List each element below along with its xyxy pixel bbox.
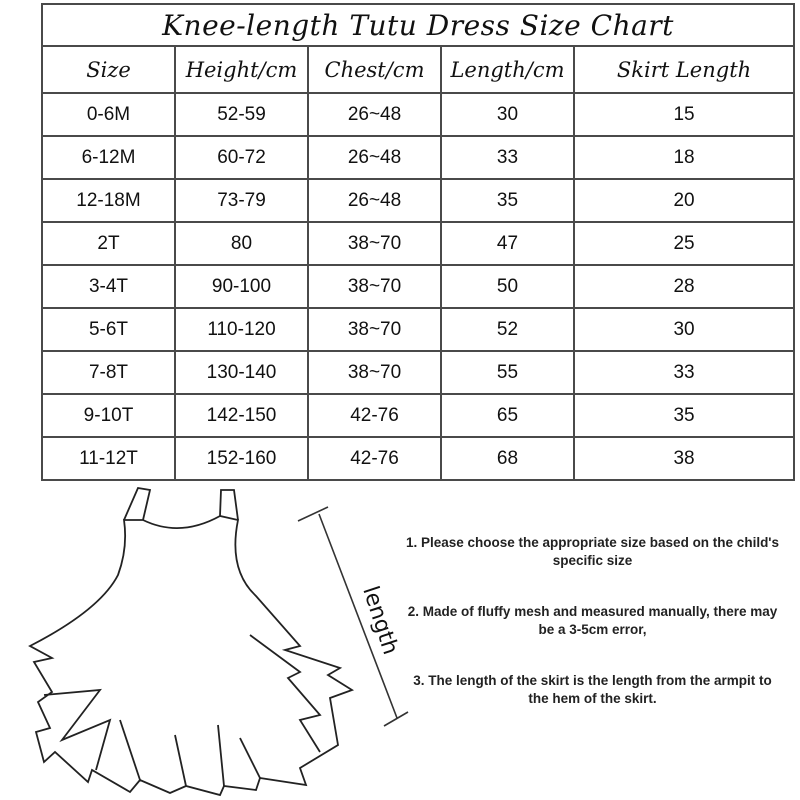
header-chest: Chest/cm [308, 46, 441, 93]
table-cell: 52 [441, 308, 574, 351]
table-body [42, 93, 794, 480]
table-cell: 55 [441, 351, 574, 394]
table-cell: 42-76 [308, 437, 441, 480]
table-cell: 73-79 [175, 179, 308, 222]
table-cell: 30 [441, 93, 574, 136]
table-cell: 42-76 [308, 394, 441, 437]
table-row [42, 351, 794, 394]
tutu-dress-outline-illustration [0, 484, 420, 800]
note-2: 2. Made of fluffy mesh and measured manually, there may be a 3-5cm error, [407, 604, 778, 637]
table-cell: 26~48 [308, 136, 441, 179]
header-length: Length/cm [441, 46, 574, 93]
note-1: 1. Please choose the appropriate size based on the child's specific size [405, 535, 780, 568]
skirt-layer-line [175, 735, 186, 786]
table-cell: 38~70 [308, 265, 441, 308]
notes-block [405, 534, 780, 741]
table-row [42, 308, 794, 351]
header-size: Size [42, 46, 175, 93]
table-row [42, 93, 794, 136]
dress-right-strap [220, 490, 238, 520]
dress-left-strap [124, 488, 150, 520]
skirt-layer-line [250, 635, 320, 752]
skirt-layer-line [44, 690, 110, 770]
skirt-layer-line [240, 738, 260, 778]
dress-body-outline [30, 516, 352, 795]
table-cell: 65 [441, 394, 574, 437]
table-cell: 60-72 [175, 136, 308, 179]
table-cell: 152-160 [175, 437, 308, 480]
table-row [42, 222, 794, 265]
table-cell: 11-12T [42, 437, 175, 480]
note-3: 3. The length of the skirt is the length from the armpit to the hem of the skirt. [413, 673, 772, 706]
table-cell: 38 [574, 437, 794, 480]
table-cell: 28 [574, 265, 794, 308]
table-cell: 38~70 [308, 308, 441, 351]
table-cell: 38~70 [308, 222, 441, 265]
table-cell: 20 [574, 179, 794, 222]
table-cell: 26~48 [308, 179, 441, 222]
table-cell: 35 [574, 394, 794, 437]
table-row [42, 265, 794, 308]
table-cell: 0-6M [42, 93, 175, 136]
table-cell: 33 [574, 351, 794, 394]
table-cell: 2T [42, 222, 175, 265]
table-cell: 68 [441, 437, 574, 480]
table-row [42, 437, 794, 480]
header-height: Height/cm [175, 46, 308, 93]
table-cell: 15 [574, 93, 794, 136]
table-cell: 90-100 [175, 265, 308, 308]
size-chart-table [41, 3, 795, 481]
table-cell: 3-4T [42, 265, 175, 308]
table-cell: 35 [441, 179, 574, 222]
table-cell: 33 [441, 136, 574, 179]
table-cell: 18 [574, 136, 794, 179]
table-cell: 5-6T [42, 308, 175, 351]
header-skirt-length: Skirt Length [574, 46, 794, 93]
table-cell: 50 [441, 265, 574, 308]
table-cell: 142-150 [175, 394, 308, 437]
table-cell: 25 [574, 222, 794, 265]
length-label: length [357, 583, 403, 658]
table-cell: 52-59 [175, 93, 308, 136]
table-cell: 26~48 [308, 93, 441, 136]
table-cell: 7-8T [42, 351, 175, 394]
table-row [42, 136, 794, 179]
skirt-layer-line [218, 725, 224, 786]
table-row [42, 179, 794, 222]
table-cell: 47 [441, 222, 574, 265]
skirt-layer-line [120, 720, 140, 780]
table-row [42, 394, 794, 437]
chart-title: Knee-length Tutu Dress Size Chart [42, 4, 794, 46]
table-cell: 130-140 [175, 351, 308, 394]
table-cell: 9-10T [42, 394, 175, 437]
table-cell: 30 [574, 308, 794, 351]
table-cell: 110-120 [175, 308, 308, 351]
table-cell: 12-18M [42, 179, 175, 222]
table-cell: 6-12M [42, 136, 175, 179]
table-cell: 38~70 [308, 351, 441, 394]
table-cell: 80 [175, 222, 308, 265]
